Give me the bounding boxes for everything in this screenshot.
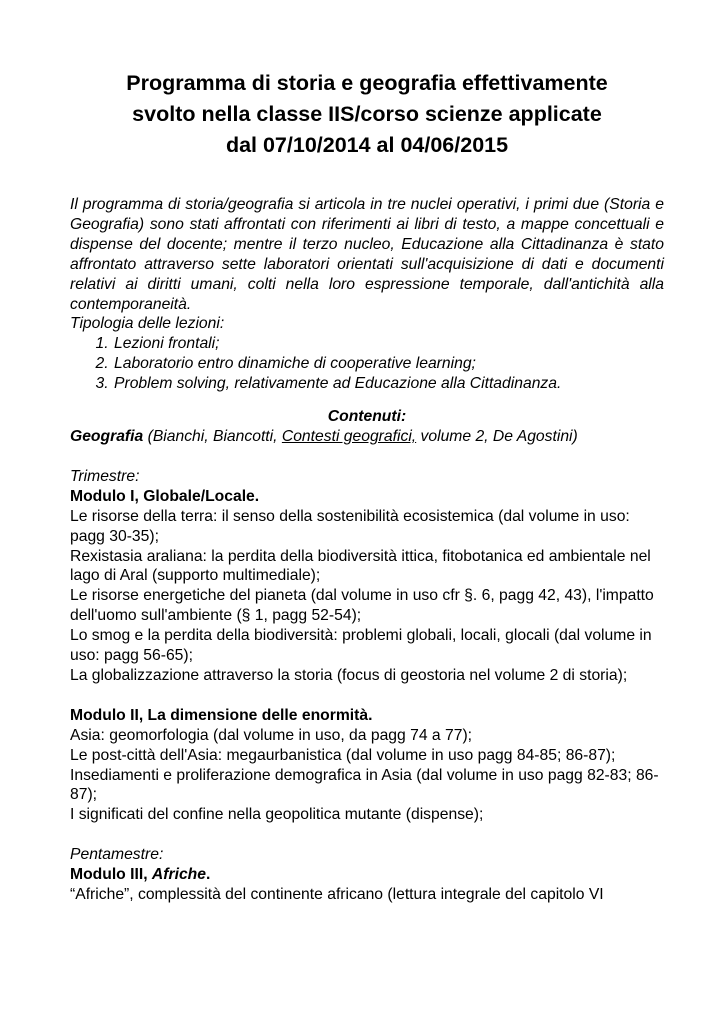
module-3-title xyxy=(70,865,664,885)
document-title xyxy=(60,68,674,161)
module-1-item: Le risorse della terra: il senso della sostenibilità ecosistemica (dal volume in uso: pagg 30-35); xyxy=(70,507,630,545)
geography-authors: (Bianchi, Biancotti, xyxy=(143,427,282,445)
module-2-item: Asia: geomorfologia (dal volume in uso, da pagg 74 a 77); xyxy=(70,726,473,744)
lesson-type-item: 3. Problem solving, relativamente ad Educazione alla Cittadinanza. xyxy=(113,374,664,394)
lesson-type-item: 2. Laboratorio entro dinamiche di cooperative learning; xyxy=(113,354,664,374)
module-3-title-italic: Afriche xyxy=(151,866,206,884)
module-1-item: Le risorse energetiche del pianeta (dal volume in uso cfr §. 6, pagg 42, 43), l'impatto dell'uomo sull'ambiente (§ 1, pagg 52-54); xyxy=(70,587,654,625)
module-1-item: Lo smog e la perdita della biodiversità: problemi globali, locali, glocali (dal volume in uso: pagg 56-65); xyxy=(70,627,652,665)
geography-book-title: Contesti geografici, xyxy=(281,427,417,445)
module-1-item: Rexistasia araliana: la perdita della biodiversità ittica, fitobotanica ed ambientale nel lago di Aral (supporto multimediale); xyxy=(70,547,651,585)
module-2-title: Modulo II, La dimensione delle enormità. xyxy=(70,706,373,724)
module-3-title-suffix: . xyxy=(205,866,211,884)
lesson-types-list xyxy=(70,334,664,394)
module-2-item: Le post-città dell'Asia: megaurbanistica (dal volume in uso pagg 84-85; 86-87); xyxy=(70,746,616,764)
contents-heading: Contenuti: xyxy=(327,408,407,426)
module-2-item: I significati del confine nella geopolitica mutante (dispense); xyxy=(70,806,484,824)
module-3-item: “Afriche”, complessità del continente africano (lettura integrale del capitolo VI xyxy=(70,886,604,904)
geography-subject: Geografia xyxy=(70,427,144,445)
intro-paragraph: Il programma di storia/geografia si articola in tre nuclei operativi, i primi due (Storia e Geografia) sono stati affrontati con riferimenti ai libri di testo, a mappe concettuali e dispense del docente; mentre il terzo nucleo, Educazione alla Cittadinanza è stato affrontato attraverso sette laboratori orientati sull'acquisizione di dati e documenti relativi ai diritti umani, colti nella loro espressione temporale, dall'antichità alla contemporaneità. xyxy=(70,196,664,313)
module-3-title-prefix: Modulo III, xyxy=(70,866,152,884)
geography-publisher: volume 2, De Agostini) xyxy=(416,427,578,445)
pentamester-label: Pentamestre: xyxy=(70,846,164,864)
lesson-types-label: Tipologia delle lezioni: xyxy=(70,315,225,333)
module-2-item: Insediamenti e proliferazione demografica in Asia (dal volume in uso pagg 82-83; 86-87); xyxy=(70,766,659,804)
lesson-type-item: 1. Lezioni frontali; xyxy=(113,334,664,354)
title-line-2: svolto nella classe IIS/corso scienze applicate xyxy=(132,102,602,126)
title-line-1: Programma di storia e geografia effettivamente xyxy=(126,71,608,95)
document-page xyxy=(70,68,664,905)
module-1-title: Modulo I, Globale/Locale. xyxy=(70,487,260,505)
module-1-item: La globalizzazione attraverso la storia (focus di geostoria nel volume 2 di storia); xyxy=(70,666,628,684)
title-line-3: dal 07/10/2014 al 04/06/2015 xyxy=(225,133,509,157)
trimester-label: Trimestre: xyxy=(70,467,140,485)
geography-reference xyxy=(70,427,664,447)
